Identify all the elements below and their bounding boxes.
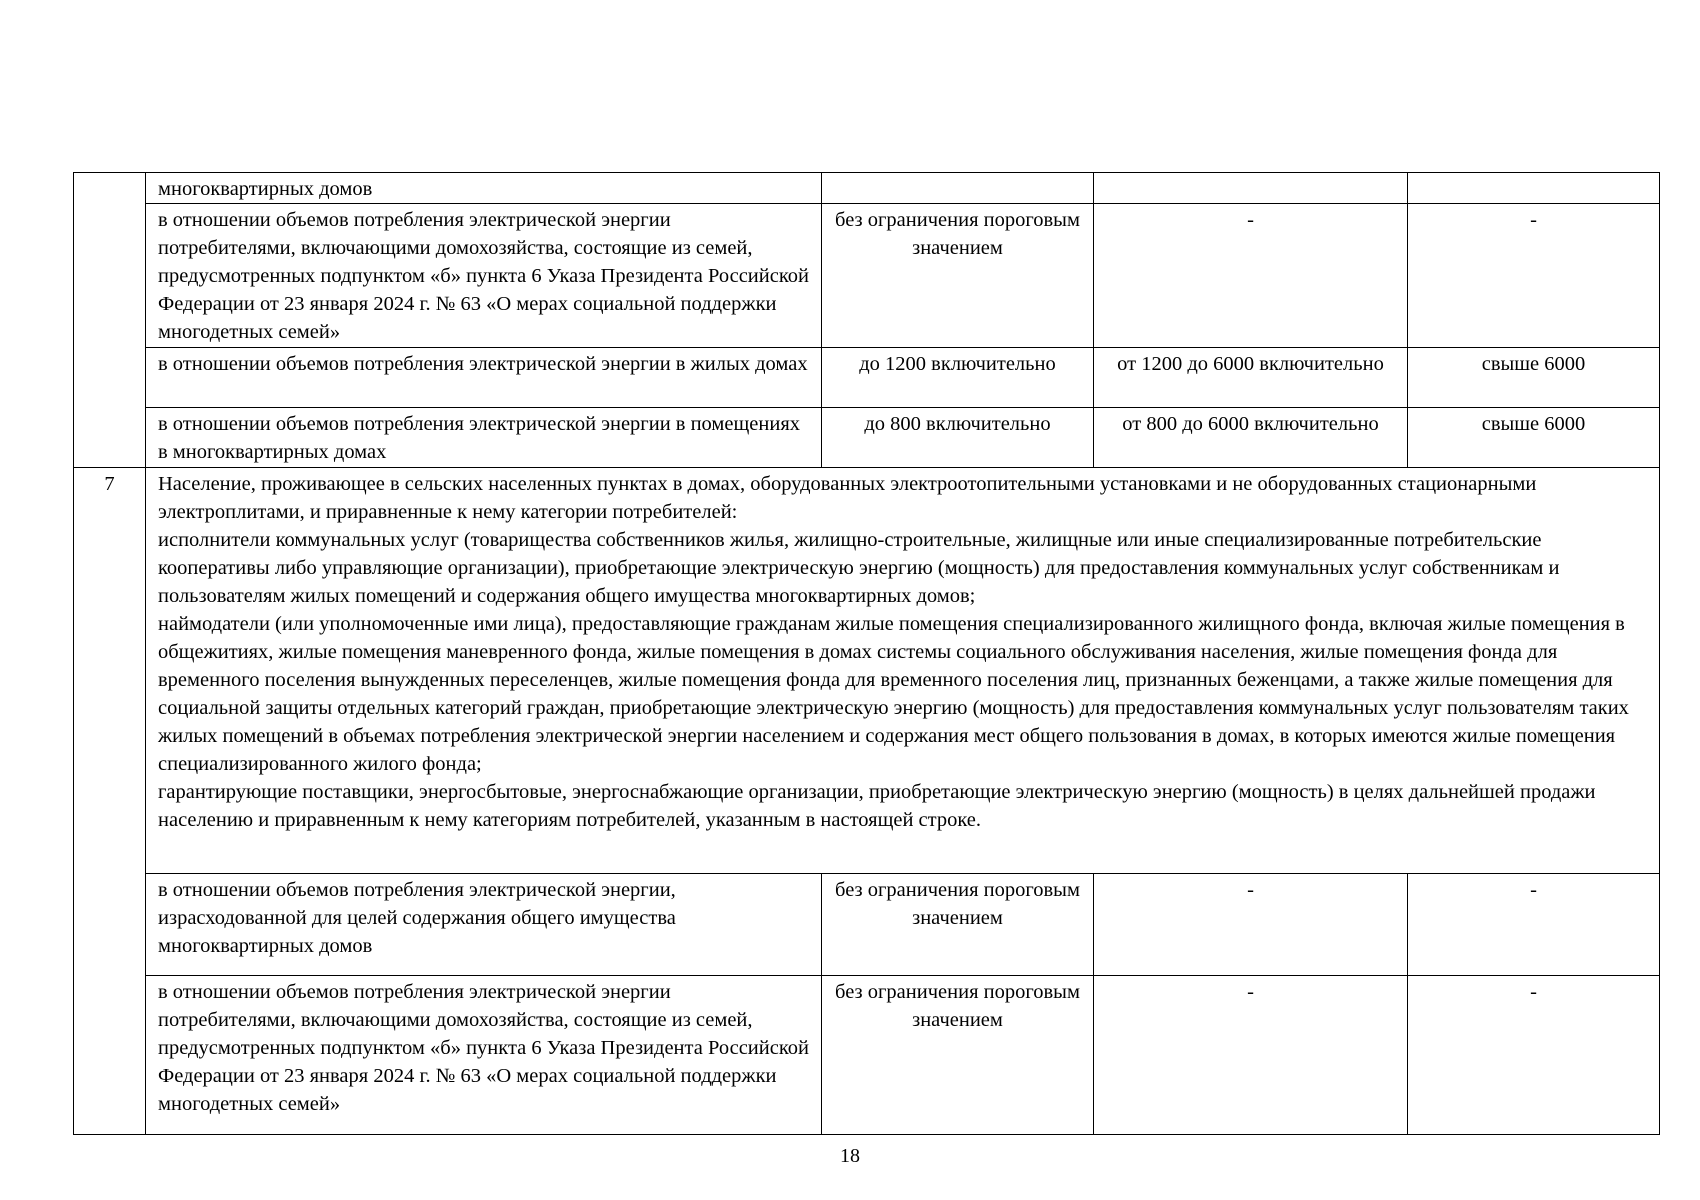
row-description: в отношении объемов потребления электрической энергии в помещениях в многоквартирных домах [146, 408, 822, 468]
range-2-cell: от 1200 до 6000 включительно [1094, 348, 1408, 408]
row-description: многоквартирных домов [146, 173, 822, 204]
range-3-cell [1408, 173, 1660, 204]
table-row [74, 348, 1660, 408]
range-2-cell: - [1094, 204, 1408, 348]
range-2-cell: - [1094, 874, 1408, 976]
range-1-cell: без ограничения пороговым значением [822, 874, 1094, 976]
section-description [146, 468, 1660, 874]
row-description: в отношении объемов потребления электрической энергии потребителями, включающими домохозяйства, состоящие из семей, предусмотренных подпунктом «б» пункта 6 Указа Президента Российской Федерации от 23 января 2024 г. № 63 «О мерах социальной поддержки многодетных семей» [146, 976, 822, 1135]
row-number-cell: 7 [74, 468, 146, 1135]
range-3-cell: - [1408, 874, 1660, 976]
table-row [74, 408, 1660, 468]
range-1-cell: без ограничения пороговым значением [822, 976, 1094, 1135]
table-row [74, 874, 1660, 976]
range-3-cell: свыше 6000 [1408, 408, 1660, 468]
range-1-cell: до 1200 включительно [822, 348, 1094, 408]
range-3-cell: - [1408, 204, 1660, 348]
range-2-cell [1094, 173, 1408, 204]
row-description: в отношении объемов потребления электрической энергии в жилых домах [146, 348, 822, 408]
range-2-cell: - [1094, 976, 1408, 1135]
row-description: в отношении объемов потребления электрической энергии, израсходованной для целей содержания общего имущества многоквартирных домов [146, 874, 822, 976]
range-2-cell: от 800 до 6000 включительно [1094, 408, 1408, 468]
range-3-cell: - [1408, 976, 1660, 1135]
range-3-cell: свыше 6000 [1408, 348, 1660, 408]
row-description: в отношении объемов потребления электрической энергии потребителями, включающими домохозяйства, состоящие из семей, предусмотренных подпунктом «б» пункта 6 Указа Президента Российской Федерации от 23 января 2024 г. № 63 «О мерах социальной поддержки многодетных семей» [146, 204, 822, 348]
row-number-cell [74, 173, 146, 468]
range-1-cell [822, 173, 1094, 204]
tariff-table [73, 172, 1660, 1135]
section-paragraph: Население, проживающее в сельских населенных пунктах в домах, оборудованных электроотопительными установками и не оборудованных стационарными электроплитами, и приравненные к нему категории потребителей: [158, 473, 1537, 523]
range-1-cell: без ограничения пороговым значением [822, 204, 1094, 348]
table-row [74, 204, 1660, 348]
page-number: 18 [840, 1145, 860, 1167]
section-paragraph: наймодатели (или уполномоченные ими лица), предоставляющие гражданам жилые помещения специализированного жилищного фонда, включая жилые помещения в общежитиях, жилые помещения маневренного фонда, жилые помещения в домах системы социального обслуживания населения, жилые помещения фонда для временного поселения вынужденных переселенцев, жилые помещения фонда для временного поселения лиц, признанных беженцами, а также жилые помещения для социальной защиты отдельных категорий граждан, приобретающие электрическую энергию (мощность) для предоставления коммунальных услуг пользователям таких жилых помещений в объемах потребления электрической энергии населением и содержания мест общего пользования в домах, в которых имеются жилые помещения специализированного жилого фонда; [158, 613, 1629, 775]
table-row [74, 173, 1660, 204]
section-paragraph: гарантирующие поставщики, энергосбытовые, энергоснабжающие организации, приобретающие электрическую энергию (мощность) в целях дальнейшей продажи населению и приравненным к нему категориям потребителей, указанным в настоящей строке. [158, 781, 1596, 831]
section-paragraph: исполнители коммунальных услуг (товарищества собственников жилья, жилищно-строительные, жилищные или иные специализированные потребительские кооперативы либо управляющие организации), приобретающие электрическую энергию (мощность) для предоставления коммунальных услуг собственникам и пользователям жилых помещений и содержания общего имущества многоквартирных домов; [158, 529, 1560, 607]
table-row [74, 976, 1660, 1135]
range-1-cell: до 800 включительно [822, 408, 1094, 468]
section-header-row [74, 468, 1660, 874]
